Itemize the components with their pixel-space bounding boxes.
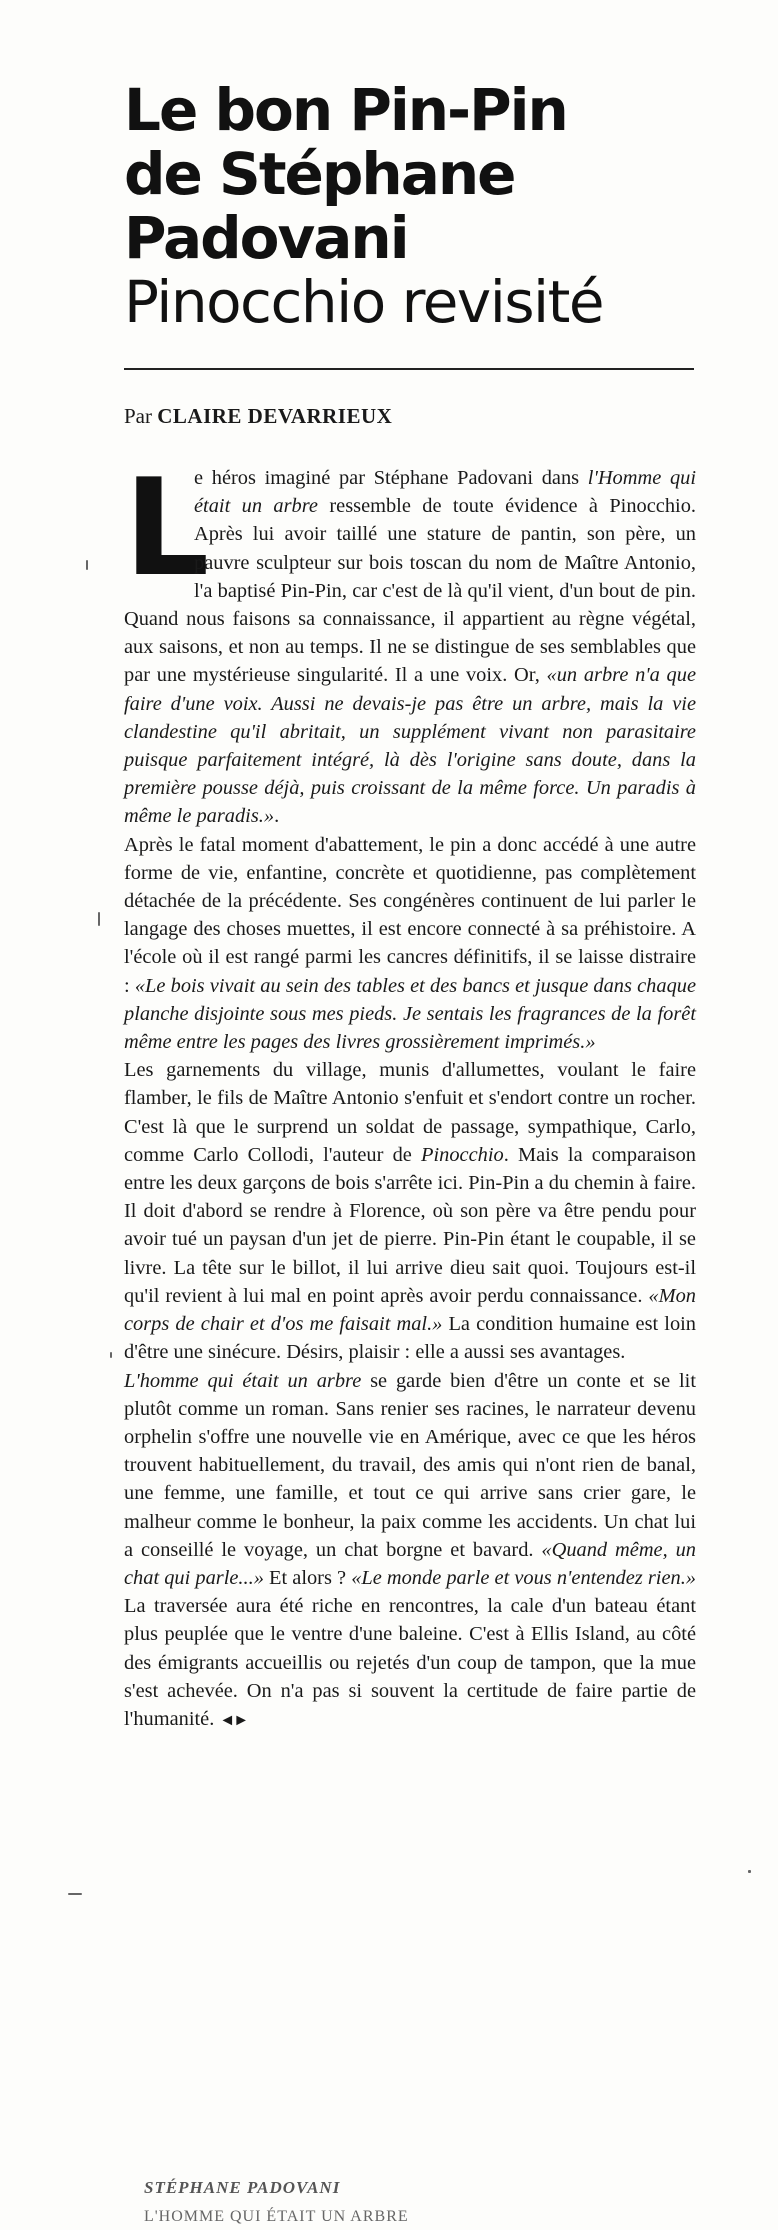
- p4-book-title: L'homme qui était un arbre: [124, 1369, 362, 1392]
- p1-quote: «un arbre n'a que faire d'une voix. Aussi ne devais-je pas être un arbre, mais la vie clandestine qu'il abritait, un supplément vivant non parasitaire puisque parfaitement intégré, là dès l'origine sans doute, dans la première pousse déjà, puis croissant de la même force. Un paradis à même le paradis.»: [124, 664, 696, 828]
- p3-quote: «Mon corps de chair et d'os me faisait mal.»: [124, 1284, 696, 1336]
- p4-quote-1: «Quand même, un chat qui parle...»: [124, 1538, 697, 1589]
- scan-speck: [98, 912, 100, 926]
- scan-speck: [110, 1352, 112, 1358]
- headline-line-3: Padovani: [124, 204, 408, 272]
- p3-text-c: . Mais la comparaison entre les deux garçons de bois s'arrête ici. Pin-Pin a du chemin à faire. Il doit d'abord se rendre à Florence, où son père va être pendu pour avoir tué un paysan d'un jet de pierre. Pin-Pin étant le coupable, il se livre. La tête sur le billot, il lui arrive dieu sait quoi. Toujours est-il qu'il revient à lui mal en point après avoir perdu connaissance.: [124, 1143, 696, 1307]
- scan-speck: [86, 560, 88, 570]
- paragraph-2: [124, 831, 696, 1057]
- p4-text-b: se garde bien d'être un conte et se lit plutôt comme un roman. Sans renier ses racines, le narrateur devenu orphelin s'offre une nouvelle vie en Amérique, avec ce que les héros trouvent habituellement, du travail, des amis qui n'ont rien de banal, une femme, une famille, et tout ce qui arrive sans crier gare, le malheur comme le bonheur, la paix comme les accidents. Un chat lui a conseillé le voyage, un chat borgne et bavard.: [124, 1369, 697, 1561]
- byline-prefix: Par: [124, 404, 152, 428]
- p3-text-a: Les garnements du village, munis d'allumettes, voulant le faire flamber, le fils de Maître Antonio s'enfuit et s'endort contre un rocher. C'est là que le surprend un soldat de passage, sympathique, Carlo, comme Carlo Collodi, l'auteur de: [124, 1059, 696, 1166]
- p1-text-e: .: [274, 805, 280, 828]
- p1-text-a: e héros imaginé par Stéphane Padovani dans: [194, 467, 588, 489]
- p4-quote-2: «Le monde parle et vous n'entendez rien.»: [351, 1566, 696, 1589]
- paragraph-3: [124, 1056, 696, 1366]
- p4-text-d: Et alors ?: [263, 1566, 352, 1589]
- book-author: STÉPHANE PADOVANI: [144, 2178, 341, 2197]
- headline-line-1: Le bon Pin-Pin: [124, 76, 567, 144]
- book-title: L'HOMME QUI ÉTAIT UN ARBRE: [144, 2208, 409, 2225]
- headline-subtitle: Pinocchio revisité: [124, 268, 604, 336]
- scan-speck: [68, 1893, 82, 1895]
- title-divider: [124, 368, 694, 370]
- article-body: [124, 450, 697, 1735]
- paragraph-4: [124, 1367, 696, 1736]
- headline: [124, 78, 704, 334]
- drop-cap: L: [124, 450, 210, 606]
- p2-quote: «Le bois vivait au sein des tables et des bancs et jusque dans chaque planche disjointe sous mes pieds. Je sentais les fragrances de la forêt même entre les pages des livres grossièrement imprimés.»: [124, 974, 697, 1054]
- p1-text-c: ressemble de toute évidence à Pinocchio. Après lui avoir taillé une stature de pantin, son père, un pauvre sculpteur sur bois toscan du nom de Maître Antonio, l'a baptisé Pin-Pin, car c'est de là qu'il vient, d'un bout de pin. Quand nous faisons sa connaissance, il appartient au règne végétal, aux saisons, et non au temps. Il ne se distingue de ses semblables que par une mystérieuse singularité. Il a une voix. Or,: [124, 495, 696, 687]
- p2-text-a: Après le fatal moment d'abattement, le pin a donc accédé à une autre forme de vie, enfantine, concrète et quotidienne, pas complètement détachée de la précédente. Ses congénères continuent de lui parler le langage des choses muettes, il est encore connecté à sa préhistoire. A l'école où il est rangé parmi les cancres définitifs, il se laisse distraire :: [124, 833, 696, 997]
- byline-author: CLAIRE DEVARRIEUX: [157, 404, 393, 428]
- p4-text-f: La traversée aura été riche en rencontres, la cale d'un bateau étant plus peuplée que le ventre d'une baleine. C'est à Ellis Island, au côté des émigrants accueillis ou rejetés d'un coup de tampon, que la mue s'est achevée. On n'a pas si souvent la certitude de faire partie de l'humanité.: [124, 1595, 696, 1730]
- scan-speck: [748, 1870, 751, 1873]
- paragraph-1: [124, 450, 696, 831]
- p3-book-title: Pinocchio: [421, 1143, 504, 1166]
- end-of-article-icon: ◄►: [219, 1711, 248, 1729]
- p1-book-title: l'Homme qui était un arbre: [194, 467, 696, 518]
- p3-text-e: La condition humaine est loin d'être une sinécure. Désirs, plaisir : elle a aussi ses avantages.: [124, 1313, 697, 1364]
- byline: [124, 404, 392, 429]
- headline-line-2: de Stéphane: [124, 140, 515, 208]
